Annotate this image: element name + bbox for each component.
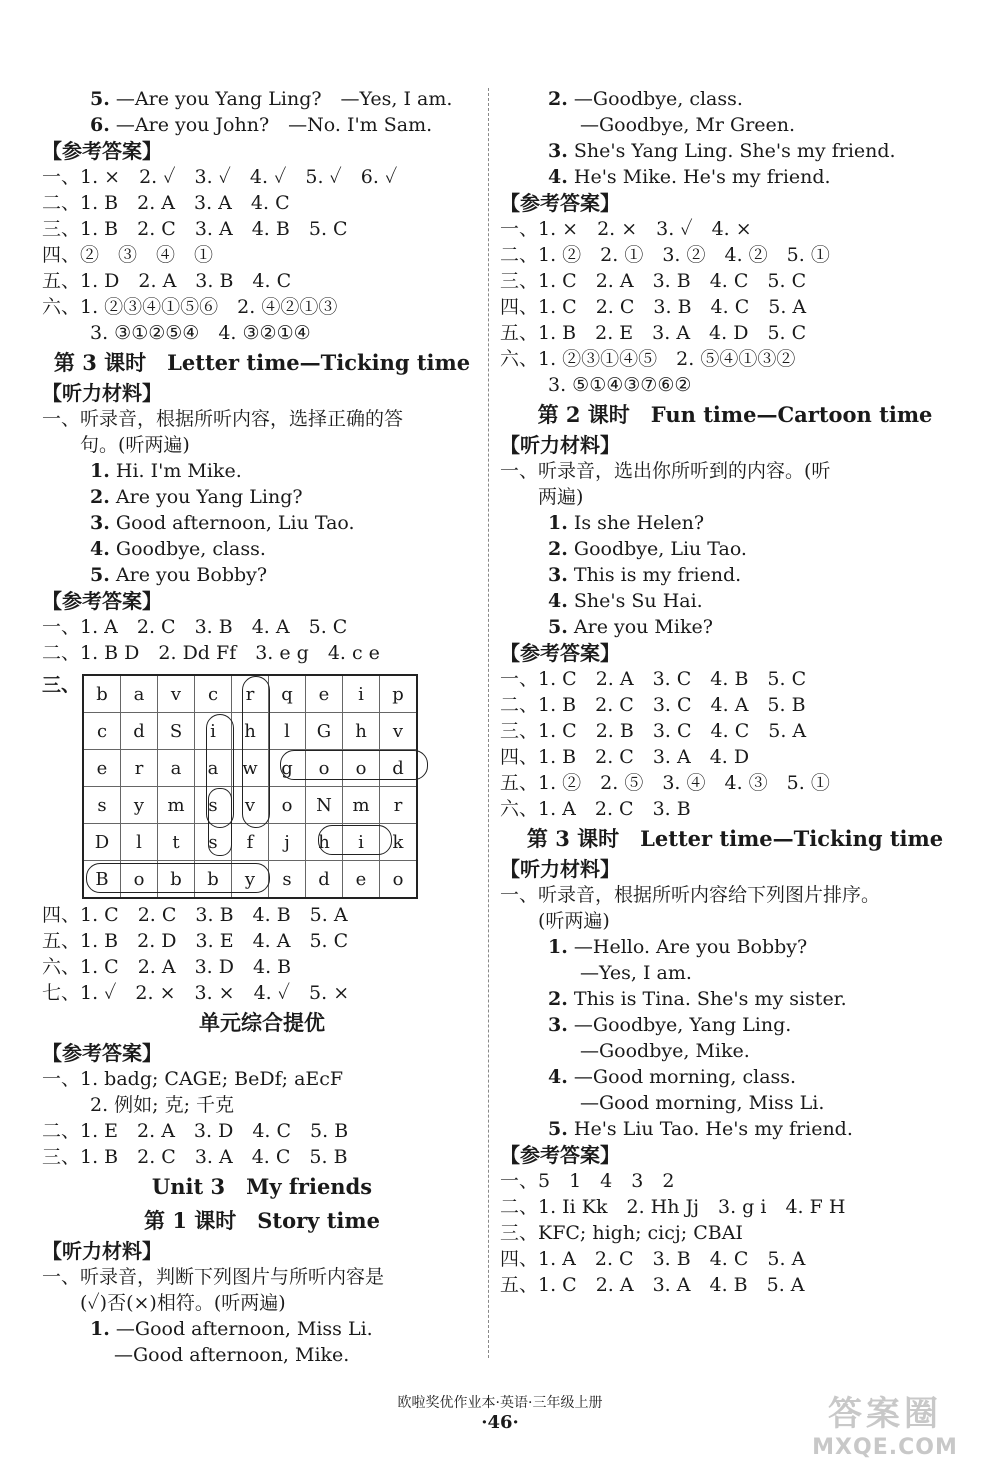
grid-cell: r xyxy=(121,750,158,787)
grid-cell: d xyxy=(380,750,418,787)
answer-line: 一、1. badg; CAGE; BeDf; aEcF xyxy=(42,1068,344,1090)
grid-cell: y xyxy=(232,861,269,899)
grid-cell: i xyxy=(343,824,380,861)
instruction: 一、听录音，选出你所听到的内容。(听 xyxy=(500,460,831,482)
watermark-logo-text: 答案圈 xyxy=(828,1394,942,1434)
listening-item: 4. —Good morning, class. xyxy=(548,1066,797,1088)
grid-row xyxy=(83,861,417,899)
grid-cell: N xyxy=(306,787,343,824)
instruction: 一、听录音，判断下列图片与所听内容是 xyxy=(42,1266,385,1288)
answer-line: 五、1. B 2. D 3. E 4. A 5. C xyxy=(42,930,349,952)
answer-key-heading: 【参考答案】 xyxy=(500,191,620,215)
answer-line: 三、1. B 2. C 3. A 4. C 5. B xyxy=(42,1146,348,1168)
grid-cell: o xyxy=(380,861,418,899)
listening-item: —Good morning, Miss Li. xyxy=(580,1092,825,1114)
section-title: 单元综合提优 xyxy=(199,1010,325,1035)
answer-line: 四、1. C 2. C 3. B 4. C 5. A xyxy=(500,296,807,318)
grid-cell: G xyxy=(306,713,343,750)
instruction: 句。(听两遍) xyxy=(80,434,190,456)
grid-cell: h xyxy=(232,713,269,750)
grid-cell: f xyxy=(232,824,269,861)
answer-line: 一、1. × 2. × 3. ✓ 4. × xyxy=(500,218,752,240)
listening-item: 3. Good afternoon, Liu Tao. xyxy=(90,512,355,534)
grid-cell: l xyxy=(121,824,158,861)
grid-cell: d xyxy=(306,861,343,899)
answer-line: 三、1. C 2. B 3. C 4. C 5. A xyxy=(500,720,807,742)
lesson-title: 第 1 课时 Story time xyxy=(144,1208,380,1233)
answer-line: 3. ③①②⑤④ 4. ③②①④ xyxy=(90,322,311,344)
answer-line: 一、5 1 4 3 2 xyxy=(500,1170,675,1192)
answer-key-heading: 【参考答案】 xyxy=(42,589,162,613)
answer-line: 二、1. Ii Kk 2. Hh Jj 3. g i 4. F H xyxy=(500,1196,846,1218)
answer-line: 一、1. × 2. ✓ 3. ✓ 4. ✓ 5. ✓ 6. ✓ xyxy=(42,166,398,188)
grid-cell: c xyxy=(195,675,232,713)
listening-item: 4. She's Su Hai. xyxy=(548,590,703,612)
answer-line: 3. ⑤①④③⑦⑥② xyxy=(548,374,692,396)
grid-cell: i xyxy=(195,713,232,750)
answer-line: 二、1. B 2. A 3. A 4. C xyxy=(42,192,290,214)
letter-grid xyxy=(82,674,418,899)
listening-item: 5. —Are you Yang Ling? —Yes, I am. xyxy=(90,88,453,110)
grid-cell: o xyxy=(121,861,158,899)
book-title-footer: 欧啦奖优作业本·英语·三年级上册 xyxy=(397,1395,603,1411)
grid-row xyxy=(83,787,417,824)
listening-item: —Goodbye, Mr Green. xyxy=(580,114,796,136)
left-column xyxy=(42,86,482,1368)
instruction: 一、听录音，根据所听内容给下列图片排序。 xyxy=(500,884,881,906)
answer-line: 五、1. D 2. A 3. B 4. C xyxy=(42,270,292,292)
answer-key-heading: 【参考答案】 xyxy=(500,1143,620,1167)
grid-cell: r xyxy=(232,675,269,713)
answer-line: 四、1. A 2. C 3. B 4. C 5. A xyxy=(500,1248,806,1270)
answer-key-heading: 【参考答案】 xyxy=(42,139,162,163)
grid-cell: s xyxy=(269,861,306,899)
answer-key-heading: 【参考答案】 xyxy=(500,641,620,665)
listening-item: 3. —Goodbye, Yang Ling. xyxy=(548,1014,792,1036)
answer-line: 三、KFC; high; cicj; CBAI xyxy=(500,1222,743,1244)
grid-cell: a xyxy=(158,750,195,787)
grid-cell: h xyxy=(343,713,380,750)
grid-row xyxy=(83,750,417,787)
answer-line: 三、1. C 2. A 3. B 4. C 5. C xyxy=(500,270,807,292)
instruction: (✓)否(×)相符。(听两遍) xyxy=(80,1292,286,1314)
grid-cell: r xyxy=(380,787,418,824)
listening-item: 4. He's Mike. He's my friend. xyxy=(548,166,831,188)
grid-cell: a xyxy=(121,675,158,713)
unit-title: Unit 3 My friends xyxy=(151,1174,373,1199)
listening-item: —Yes, I am. xyxy=(580,962,692,984)
grid-cell: b xyxy=(158,861,195,899)
listening-item: 3. This is my friend. xyxy=(548,564,742,586)
listening-item: 1. Is she Helen? xyxy=(548,512,705,534)
grid-row xyxy=(83,713,417,750)
lesson-title: 第 3 课时 Letter time—Ticking time xyxy=(526,826,944,851)
right-column xyxy=(500,86,970,1298)
grid-cell: w xyxy=(232,750,269,787)
grid-cell: m xyxy=(158,787,195,824)
grid-cell: g xyxy=(269,750,306,787)
grid-cell: q xyxy=(269,675,306,713)
grid-cell: h xyxy=(306,824,343,861)
grid-cell: s xyxy=(195,824,232,861)
grid-cell: v xyxy=(232,787,269,824)
grid-cell: s xyxy=(195,787,232,824)
instruction: 一、听录音，根据所听内容，选择正确的答 xyxy=(42,408,404,430)
grid-row xyxy=(83,824,417,861)
listening-heading: 【听力材料】 xyxy=(42,381,162,405)
answer-line: 三、1. B 2. C 3. A 4. B 5. C xyxy=(42,218,348,240)
column-divider xyxy=(488,88,489,1358)
listening-item: 1. —Good afternoon, Miss Li. xyxy=(90,1318,373,1340)
answer-line: 一、1. A 2. C 3. B 4. A 5. C xyxy=(42,616,348,638)
page-number: ·46· xyxy=(481,1412,519,1433)
grid-cell: j xyxy=(269,824,306,861)
answer-line: 2. 例如; 克; 千克 xyxy=(90,1094,235,1116)
lesson-title: 第 2 课时 Fun time—Cartoon time xyxy=(537,402,933,427)
listening-item: 5. Are you Mike? xyxy=(548,616,713,638)
answer-line: 六、1. A 2. C 3. B xyxy=(500,798,691,820)
grid-cell: b xyxy=(83,675,121,713)
lesson-title: 第 3 课时 Letter time—Ticking time xyxy=(53,350,471,375)
grid-cell: d xyxy=(121,713,158,750)
answer-line: 二、1. B 2. C 3. C 4. A 5. B xyxy=(500,694,806,716)
instruction: 两遍) xyxy=(538,486,584,508)
grid-cell: c xyxy=(83,713,121,750)
answer-line: 一、1. C 2. A 3. C 4. B 5. C xyxy=(500,668,807,690)
grid-cell: a xyxy=(195,750,232,787)
instruction: (听两遍) xyxy=(538,910,610,932)
answer-line: 二、1. E 2. A 3. D 4. C 5. B xyxy=(42,1120,349,1142)
grid-cell: o xyxy=(269,787,306,824)
word-search-puzzle xyxy=(42,670,482,898)
grid-cell: i xyxy=(343,675,380,713)
grid-cell: s xyxy=(83,787,121,824)
answer-line: 六、1. C 2. A 3. D 4. B xyxy=(42,956,292,978)
listening-heading: 【听力材料】 xyxy=(500,857,620,881)
listening-item: 2. Goodbye, Liu Tao. xyxy=(548,538,747,560)
listening-item: 3. She's Yang Ling. She's my friend. xyxy=(548,140,896,162)
listening-heading: 【听力材料】 xyxy=(42,1239,162,1263)
answer-line: 五、1. C 2. A 3. A 4. B 5. A xyxy=(500,1274,805,1296)
grid-cell: t xyxy=(158,824,195,861)
grid-cell: y xyxy=(121,787,158,824)
watermark xyxy=(790,1386,980,1466)
listening-item: 4. Goodbye, class. xyxy=(90,538,266,560)
answer-line: 六、1. ②③④①⑤⑥ 2. ④②①③ xyxy=(42,296,338,318)
grid-cell: v xyxy=(158,675,195,713)
listening-item: 2. —Goodbye, class. xyxy=(548,88,743,110)
section-label: 三、 xyxy=(42,674,81,696)
answer-line: 五、1. ② 2. ⑤ 3. ④ 4. ③ 5. ① xyxy=(500,772,830,794)
grid-cell: l xyxy=(269,713,306,750)
grid-cell: e xyxy=(343,861,380,899)
listening-item: 2. Are you Yang Ling? xyxy=(90,486,303,508)
listening-item: 2. This is Tina. She's my sister. xyxy=(548,988,847,1010)
grid-cell: B xyxy=(83,861,121,899)
listening-item: 6. —Are you John? —No. I'm Sam. xyxy=(90,114,433,136)
grid-cell: p xyxy=(380,675,418,713)
answer-line: 二、1. ② 2. ① 3. ② 4. ② 5. ① xyxy=(500,244,830,266)
grid-cell: o xyxy=(343,750,380,787)
grid-cell: D xyxy=(83,824,121,861)
listening-item: 5. Are you Bobby? xyxy=(90,564,268,586)
grid-cell: b xyxy=(195,861,232,899)
answer-line: 四、1. C 2. C 3. B 4. B 5. A xyxy=(42,904,348,926)
grid-cell: v xyxy=(380,713,418,750)
grid-cell: k xyxy=(380,824,418,861)
listening-item: 1. —Hello. Are you Bobby? xyxy=(548,936,808,958)
listening-item: —Good afternoon, Mike. xyxy=(114,1344,350,1366)
answer-line: 五、1. B 2. E 3. A 4. D 5. C xyxy=(500,322,807,344)
answer-line: 七、1. ✓ 2. × 3. × 4. ✓ 5. × xyxy=(42,982,350,1004)
grid-cell: e xyxy=(83,750,121,787)
grid-cell: m xyxy=(343,787,380,824)
answer-line: 四、② ③ ④ ① xyxy=(42,244,214,266)
listening-item: —Goodbye, Mike. xyxy=(580,1040,750,1062)
answer-line: 二、1. B D 2. Dd Ff 3. e g 4. c e xyxy=(42,642,380,664)
grid-cell: S xyxy=(158,713,195,750)
grid-cell: o xyxy=(306,750,343,787)
answer-key-heading: 【参考答案】 xyxy=(42,1041,162,1065)
grid-cell: e xyxy=(306,675,343,713)
grid-row xyxy=(83,675,417,713)
listening-item: 5. He's Liu Tao. He's my friend. xyxy=(548,1118,853,1140)
listening-item: 1. Hi. I'm Mike. xyxy=(90,460,242,482)
listening-heading: 【听力材料】 xyxy=(500,433,620,457)
answer-line: 六、1. ②③①④⑤ 2. ⑤④①③② xyxy=(500,348,796,370)
watermark-url: MXQE.COM xyxy=(812,1435,958,1460)
answer-line: 四、1. B 2. C 3. A 4. D xyxy=(500,746,750,768)
